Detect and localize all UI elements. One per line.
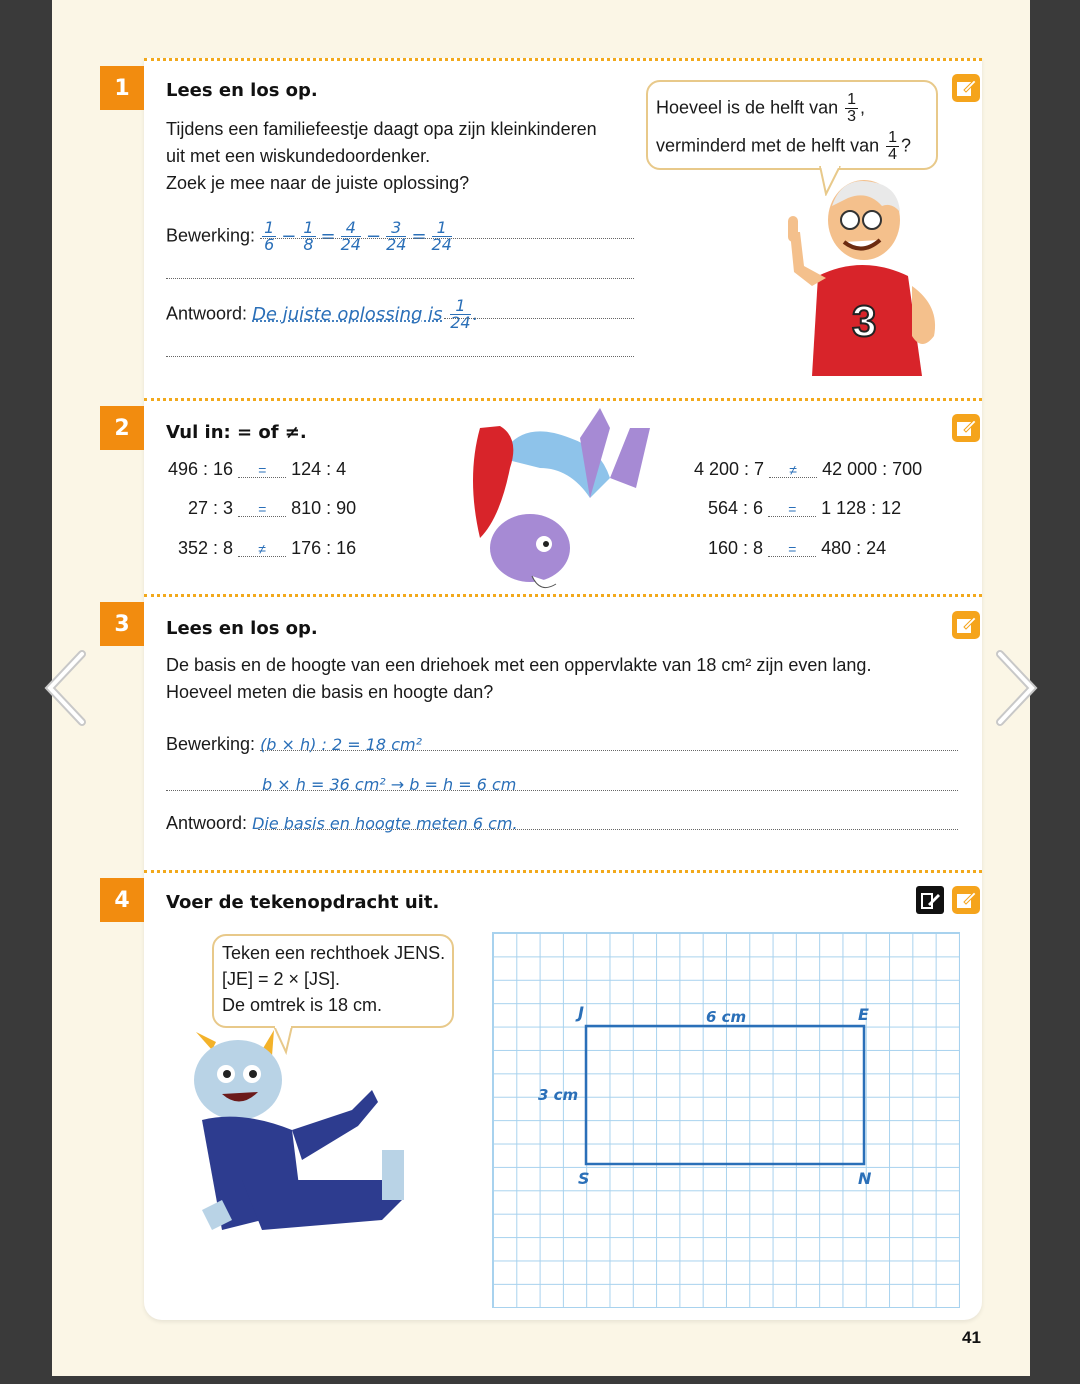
answer-slot[interactable]: ≠ [769,463,817,478]
answer-slot[interactable]: = [768,502,816,517]
answer-slot[interactable]: = [238,463,286,478]
exercise-1-bewerking [166,220,454,253]
bewerking-answer: b × h = 36 cm² → b = h = 6 cm [262,775,517,794]
rectangle-jens-drawing [492,932,958,1306]
bewerking-answer: (b × h) : 2 = 18 cm² [260,735,422,754]
bewerking-label: Bewerking: [166,225,256,246]
handstand-character-illustration [460,398,660,594]
bubble-line-2: verminderd met de helft van [656,135,880,156]
answer-slot[interactable]: = [768,542,816,557]
answer-line [444,318,634,319]
operator: − [365,225,382,247]
workbook-page [52,0,1030,1376]
fraction: $\frac{1}{6}$ [264,218,275,254]
vertex-label-s: S [578,1169,590,1188]
answer-line [258,829,958,830]
comparison-row: 4 200 : 7 ≠ 42 000 : 700 [694,459,923,479]
exercise-number-4: 4 [100,878,144,922]
answer-line [166,790,958,791]
operator: − [281,225,297,247]
fraction: $\frac{1}{8}$ [303,218,314,254]
exercise-1-text-line: Zoek je mee naar de juiste oplossing? [166,173,470,193]
answer-slot[interactable]: ≠ [238,542,286,557]
length-label-side: 3 cm [538,1086,579,1104]
edit-icon[interactable] [952,74,980,102]
operator: = [411,225,427,247]
antwoord-label: Antwoord: [166,303,248,324]
exercise-1-text-line: uit met een wiskundedoordenker. [166,146,431,166]
comparison-row: 352 : 8 ≠ 176 : 16 [178,538,357,558]
answer-line [260,750,958,751]
edit-icon[interactable] [952,414,980,442]
exercise-number-2: 2 [100,406,144,450]
exercise-number-3: 3 [100,602,144,646]
answer-line [166,356,634,357]
fraction: $\frac{4}{24}$ [340,218,361,254]
exercise-3-text-line: De basis en de hoogte van een driehoek met een oppervlakte van 18 cm² zijn even lang. [166,655,872,675]
separator [144,870,982,873]
exercise-1-text-line: Tijdens een familiefeestje daagt opa zijn kleinkinderen [166,119,597,139]
fraction: $\frac{3}{24}$ [386,218,407,254]
svg-text:3: 3 [852,297,877,346]
antwoord-label: Antwoord: [166,813,248,833]
rectangle-jens [586,1026,864,1164]
monster-illustration [182,1030,412,1250]
page-number: 41 [962,1328,981,1347]
exercise-4-title: Voer de tekenopdracht uit. [166,892,440,913]
bubble-line: De omtrek is 18 cm. [222,995,383,1015]
comparison-row: 564 : 6 = 1 128 : 12 [708,498,902,518]
bubble-line-1: Hoeveel is de helft van [656,97,839,118]
bewerking-label: Bewerking: [166,734,256,754]
fraction-one-third: $\frac{1}{3}$ [847,91,857,125]
antwoord-answer: De juiste oplossing is $\frac{1}{24}$ . [252,296,479,332]
drawing-tool-icon[interactable] [916,886,944,914]
bewerking-answer [260,218,454,254]
bubble-line: [JE] = 2 × [JS]. [222,969,341,989]
separator [144,594,982,597]
exercise-1-antwoord [166,298,478,331]
edit-icon[interactable] [952,611,980,639]
length-label-top: 6 cm [706,1008,747,1026]
answer-line [260,238,634,239]
fraction: $\frac{1}{24}$ [431,218,452,254]
grandpa-speech-bubble: Hoeveel is de helft van $\frac{1}{3}$ , verminderd met de helft van $\frac{1}{4}$ ? [646,80,938,170]
answer-line [166,278,634,279]
edit-icon[interactable] [952,886,980,914]
exercise-1-title: Lees en los op. [166,80,318,101]
previous-page-arrow-icon[interactable] [40,648,92,728]
operator: = [320,225,336,247]
grandpa-illustration [772,176,952,380]
exercise-3-title: Lees en los op. [166,618,318,639]
vertex-label-e: E [858,1005,869,1024]
comparison-row: 496 : 16 = 124 : 4 [168,459,347,479]
vertex-label-j: J [578,1003,584,1022]
answer-slot[interactable]: = [238,502,286,517]
exercise-number-1: 1 [100,66,144,110]
comparison-row: 27 : 3 = 810 : 90 [188,498,357,518]
vertex-label-n: N [858,1169,872,1188]
separator [144,58,982,61]
monster-speech-bubble [212,934,454,1028]
fraction-one-quarter: $\frac{1}{4}$ [888,129,898,163]
exercise-2-title: Vul in: = of ≠. [166,422,307,443]
bubble-line: Teken een rechthoek JENS. [222,943,446,963]
exercise-3-text-line: Hoeveel meten die basis en hoogte dan? [166,682,494,702]
comparison-row: 160 : 8 = 480 : 24 [708,538,887,558]
antwoord-answer: Die basis en hoogte meten 6 cm. [252,814,518,833]
next-page-arrow-icon[interactable] [990,648,1042,728]
